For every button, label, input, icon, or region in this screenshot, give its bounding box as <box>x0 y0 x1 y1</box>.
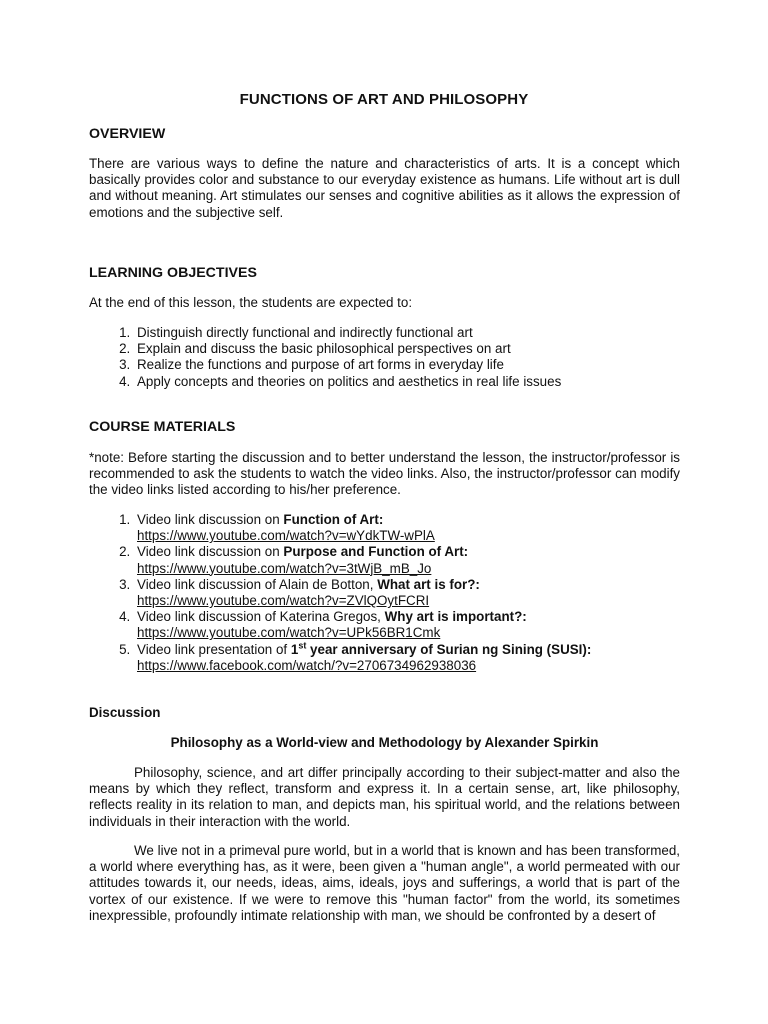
list-item: 2. Explain and discuss the basic philosophical perspectives on art <box>134 341 725 357</box>
video-link[interactable]: https://www.facebook.com/watch/?v=2706734962938036 <box>137 657 477 673</box>
list-item <box>134 577 725 609</box>
list-item <box>134 642 725 674</box>
list-item: 1. Distinguish directly functional and indirectly functional art <box>134 325 725 341</box>
link-prefix: Video link discussion on <box>137 544 284 560</box>
video-link[interactable]: https://www.youtube.com/watch?v=wYdkTW-wPlA <box>137 528 435 544</box>
link-title: What art is for?: <box>377 576 480 592</box>
overview-text: There are various ways to define the nature and characteristics of arts. It is a concept which basically provides color and substance to our everyday existence as humans. Life without art is dull and without meaning. Art stimulates our senses and cognitive abilities as it allows the expression of emotions and the subjective self. <box>89 156 680 220</box>
link-title: Purpose and Function of Art: <box>283 544 469 560</box>
video-link[interactable]: https://www.youtube.com/watch?v=UPk56BR1Cmk <box>137 625 441 641</box>
discussion-heading: Discussion <box>89 705 161 720</box>
link-prefix: Video link presentation of <box>137 641 291 657</box>
link-prefix: Video link discussion of Alain de Botton, <box>137 576 378 592</box>
list-item: 4. Apply concepts and theories on politics and aesthetics in real life issues <box>134 374 725 390</box>
link-title: year anniversary of Surian ng Sining (SUSI): <box>306 641 592 657</box>
discussion-subheading: Philosophy as a World-view and Methodology by Alexander Spirkin <box>170 735 599 750</box>
overview-heading: OVERVIEW <box>89 126 166 142</box>
discussion-paragraph: Philosophy, science, and art differ principally according to their subject-matter and also the means by which they reflect, transform and express it. In a certain sense, art, like philosophy, reflects reality in its relation to man, and depicts man, his spiritual world, and the relations between individuals in their interaction with the world. <box>89 765 680 829</box>
link-title: Why art is important?: <box>384 609 527 625</box>
page-title: FUNCTIONS OF ART AND PHILOSOPHY <box>239 91 529 108</box>
list-item <box>134 512 725 544</box>
materials-heading: COURSE MATERIALS <box>89 419 236 435</box>
video-links-list <box>89 512 725 674</box>
link-title-num: 1 <box>290 641 299 657</box>
ordinal-suffix: st <box>298 640 307 651</box>
discussion-paragraph: We live not in a primeval pure world, but in a world that is known and has been transformed, a world where everything has, as it were, been given a "human angle", a world permeated with our attitudes towards it, our needs, ideas, aims, ideals, joys and sufferings, a world that is part of the vortex of our existence. If we were to remove this "human factor" from the world, its sometimes inexpressible, profoundly intimate relationship with man, we should be confronted by a desert of <box>89 843 680 923</box>
list-item <box>134 544 725 576</box>
video-link[interactable]: https://www.youtube.com/watch?v=ZVlQOytFCRI <box>137 593 430 609</box>
list-item: 3. Realize the functions and purpose of art forms in everyday life <box>134 357 725 373</box>
list-item <box>134 609 725 641</box>
objectives-intro: At the end of this lesson, the students are expected to: <box>89 295 413 310</box>
link-prefix: Video link discussion of Katerina Gregos, <box>137 609 385 625</box>
objectives-heading: LEARNING OBJECTIVES <box>89 265 257 281</box>
link-prefix: Video link discussion on <box>137 512 284 527</box>
video-link[interactable]: https://www.youtube.com/watch?v=3tWjB_mB_Jo <box>137 560 432 576</box>
link-title: Function of Art: <box>283 512 384 527</box>
materials-note: *note: Before starting the discussion and to better understand the lesson, the instructor/professor is recommended to ask the students to watch the video links. Also, the instructor/professor can modify the video links listed according to his/her preference. <box>89 450 680 498</box>
objectives-list <box>89 325 725 390</box>
